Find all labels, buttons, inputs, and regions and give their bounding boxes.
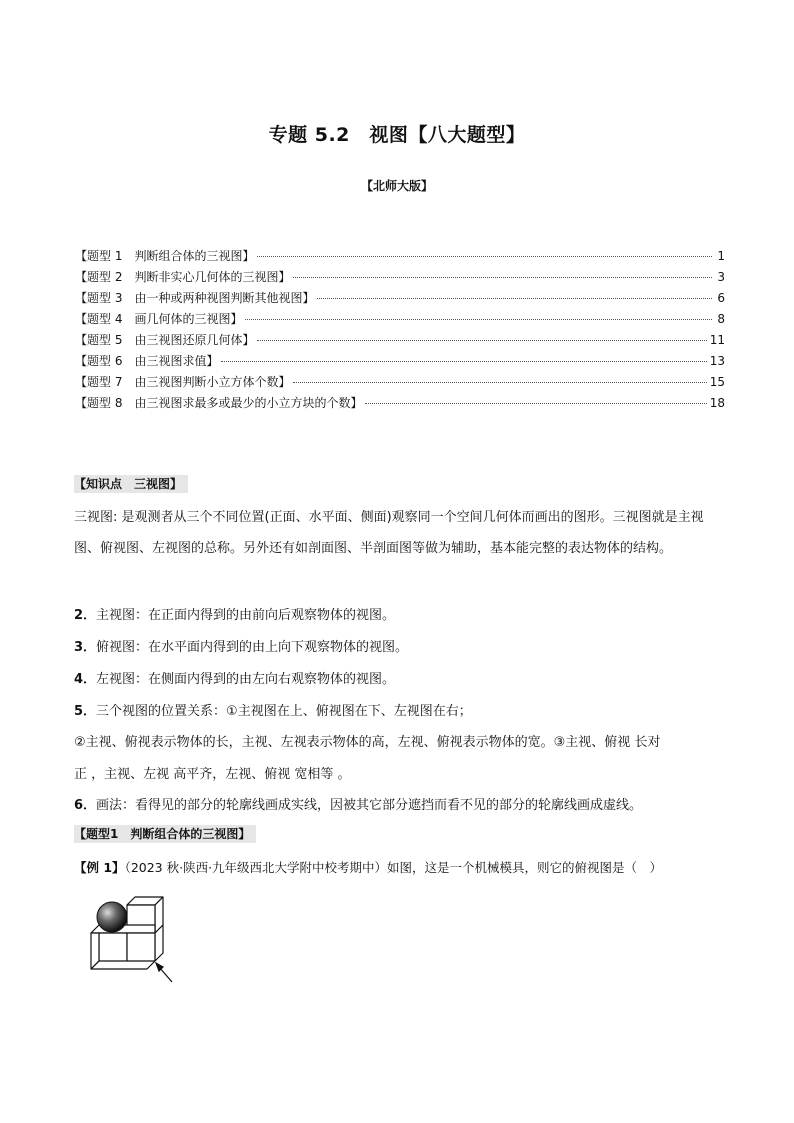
toc-item-6[interactable]: 【题型 6 由三视图求值】 13	[75, 354, 725, 368]
base-front-right	[127, 933, 155, 961]
toc-item-5[interactable]: 【题型 5 由三视图还原几何体】 11	[75, 333, 725, 347]
toc-item-3[interactable]: 【题型 3 由一种或两种视图判断其他视图】 6	[75, 291, 725, 305]
base-front-left	[99, 933, 127, 961]
knowledge-item-6: 6．画法：看得见的部分的轮廓线画成实线，因被其它部分遮挡而看不见的部分的轮廓线画成虚线。	[74, 798, 643, 813]
table-of-contents	[75, 247, 725, 415]
knowledge-item-5-cont1: ②主视、俯视表示物体的长，主视、左视表示物体的高，左视、俯视表示物体的宽。③主视、俯视 长对	[74, 735, 661, 750]
knowledge-tag: 【知识点 三视图】	[74, 475, 188, 493]
toc-item-4[interactable]: 【题型 4 画几何体的三视图】 8	[75, 312, 725, 326]
toc-item-7[interactable]: 【题型 7 由三视图判断小立方体个数】 15	[75, 375, 725, 389]
mechanical-mold-figure	[80, 890, 180, 990]
knowledge-intro: 三视图: 是观测者从三个不同位置(正面、水平面、侧面)观察同一个空间几何体而画出的图形。三视图就是主视图、俯视图、左视图的总称。另外还有如剖面图、半剖面图等做为辅助，基本能完整的表达物体的结构。	[74, 510, 704, 556]
type1-tag: 【题型1 判断组合体的三视图】	[74, 825, 256, 843]
sphere	[97, 902, 127, 932]
base-left-face	[91, 933, 99, 969]
example-1: 【例 1】（2023 秋·陕西·九年级西北大学附中校考期中）如图，这是一个机械模具，则它的俯视图是（ ）	[74, 860, 663, 875]
knowledge-item-3: 3．俯视图：在水平面内得到的由上向下观察物体的视图。	[74, 640, 409, 655]
toc-item-1[interactable]: 【题型 1 判断组合体的三视图】 1	[75, 249, 725, 263]
view-direction-arrow-icon	[156, 963, 172, 982]
toc-item-8[interactable]: 【题型 8 由三视图求最多或最少的小立方块的个数】 18	[75, 396, 725, 410]
page-title: 专题 5.2 视图【八大题型】	[268, 124, 526, 146]
knowledge-item-2: 2．主视图：在正面内得到的由前向后观察物体的视图。	[74, 608, 396, 623]
knowledge-item-5-cont2: 正 ，主视、左视 高平齐，左视、俯视 宽相等 。	[74, 767, 351, 782]
toc-item-2[interactable]: 【题型 2 判断非实心几何体的三视图】 3	[75, 270, 725, 284]
knowledge-item-5: 5．三个视图的位置关系：①主视图在上、俯视图在下、左视图在右；	[74, 704, 472, 719]
knowledge-item-4: 4．左视图：在侧面内得到的由左向右观察物体的视图。	[74, 672, 396, 687]
edition-label: 【北师大版】	[360, 179, 433, 193]
